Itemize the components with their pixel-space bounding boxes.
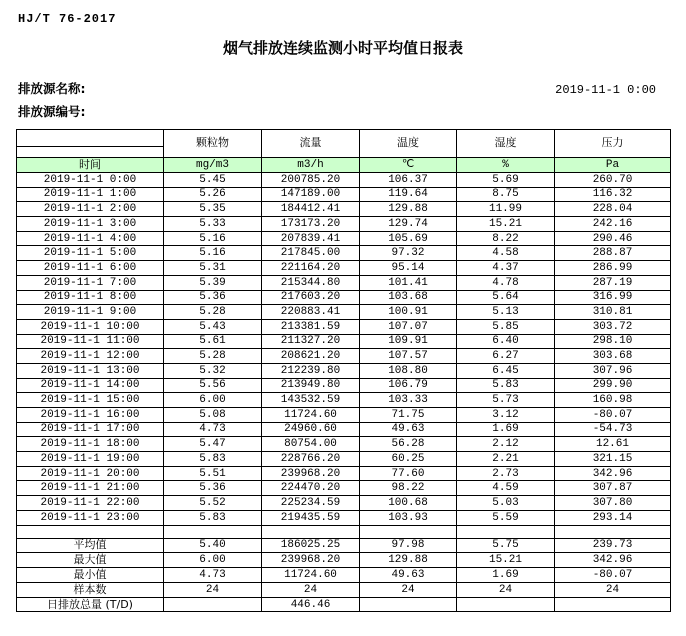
value-cell: 2.21: [457, 452, 555, 467]
value-cell: 101.41: [360, 275, 457, 290]
source-code-label: 排放源编号:: [18, 104, 86, 119]
value-cell: 103.33: [360, 393, 457, 408]
time-cell: 2019-11-1 13:00: [17, 363, 164, 378]
summary-value-cell: [555, 597, 671, 612]
value-cell: 5.43: [164, 319, 262, 334]
value-cell: 8.75: [457, 187, 555, 202]
value-cell: 3.12: [457, 408, 555, 423]
value-cell: 5.83: [164, 452, 262, 467]
value-cell: -54.73: [555, 422, 671, 437]
summary-value-cell: 5.40: [164, 538, 262, 553]
summary-value-cell: 129.88: [360, 553, 457, 568]
table-row: [17, 437, 671, 452]
value-cell: 316.99: [555, 290, 671, 305]
summary-value-cell: 97.98: [360, 538, 457, 553]
time-cell: 2019-11-1 15:00: [17, 393, 164, 408]
unit-cell-0: mg/m3: [164, 158, 262, 173]
value-cell: 5.28: [164, 305, 262, 320]
table-row: [17, 408, 671, 423]
value-cell: 303.68: [555, 349, 671, 364]
value-cell: 103.68: [360, 290, 457, 305]
unit-cell-1: m3/h: [262, 158, 360, 173]
summary-value-cell: 239.73: [555, 538, 671, 553]
table-row: [17, 481, 671, 496]
value-cell: 242.16: [555, 217, 671, 232]
summary-row: [17, 553, 671, 568]
summary-value-cell: 1.69: [457, 568, 555, 583]
units-row: [17, 158, 671, 173]
spacer-cell: [360, 525, 457, 538]
value-cell: -80.07: [555, 408, 671, 423]
value-cell: 129.74: [360, 217, 457, 232]
value-cell: 224470.20: [262, 481, 360, 496]
value-cell: 5.69: [457, 173, 555, 188]
summary-value-cell: 49.63: [360, 568, 457, 583]
value-cell: 5.13: [457, 305, 555, 320]
value-cell: 208621.20: [262, 349, 360, 364]
column-name-0: 颗粒物: [164, 130, 262, 158]
value-cell: 2.12: [457, 437, 555, 452]
time-cell: 2019-11-1 7:00: [17, 275, 164, 290]
value-cell: 220883.41: [262, 305, 360, 320]
time-cell: 2019-11-1 5:00: [17, 246, 164, 261]
time-cell: 2019-11-1 9:00: [17, 305, 164, 320]
unit-cell-4: Pa: [555, 158, 671, 173]
summary-row: [17, 582, 671, 597]
source-name-label: 排放源名称:: [18, 81, 86, 96]
value-cell: 108.80: [360, 363, 457, 378]
summary-value-cell: 15.21: [457, 553, 555, 568]
value-cell: 160.98: [555, 393, 671, 408]
time-cell: 2019-11-1 20:00: [17, 466, 164, 481]
table-row: [17, 510, 671, 525]
table-row: [17, 319, 671, 334]
value-cell: 307.96: [555, 363, 671, 378]
value-cell: 213381.59: [262, 319, 360, 334]
value-cell: 239968.20: [262, 466, 360, 481]
value-cell: 5.45: [164, 173, 262, 188]
summary-value-cell: 24: [555, 582, 671, 597]
value-cell: 219435.59: [262, 510, 360, 525]
time-cell: 2019-11-1 21:00: [17, 481, 164, 496]
summary-value-cell: 239968.20: [262, 553, 360, 568]
time-cell: 2019-11-1 4:00: [17, 231, 164, 246]
value-cell: 6.45: [457, 363, 555, 378]
time-cell: 2019-11-1 23:00: [17, 510, 164, 525]
value-cell: 4.58: [457, 246, 555, 261]
value-cell: 107.57: [360, 349, 457, 364]
time-cell: 2019-11-1 12:00: [17, 349, 164, 364]
summary-value-cell: 446.46: [262, 597, 360, 612]
value-cell: 225234.59: [262, 496, 360, 511]
value-cell: 97.32: [360, 246, 457, 261]
table-row: [17, 187, 671, 202]
column-name-3: 湿度: [457, 130, 555, 158]
value-cell: 77.60: [360, 466, 457, 481]
value-cell: 215344.80: [262, 275, 360, 290]
value-cell: 105.69: [360, 231, 457, 246]
value-cell: 24960.60: [262, 422, 360, 437]
value-cell: 49.63: [360, 422, 457, 437]
table-row: [17, 217, 671, 232]
time-cell: 2019-11-1 14:00: [17, 378, 164, 393]
table-row: [17, 422, 671, 437]
value-cell: 342.96: [555, 466, 671, 481]
value-cell: 298.10: [555, 334, 671, 349]
value-cell: 116.32: [555, 187, 671, 202]
spacer-cell: [457, 525, 555, 538]
summary-value-cell: 11724.60: [262, 568, 360, 583]
table-row: [17, 349, 671, 364]
summary-value-cell: 342.96: [555, 553, 671, 568]
summary-value-cell: 4.73: [164, 568, 262, 583]
summary-label: 日排放总量 (T/D): [17, 597, 164, 612]
value-cell: 5.52: [164, 496, 262, 511]
value-cell: 12.61: [555, 437, 671, 452]
value-cell: 4.73: [164, 422, 262, 437]
unit-cell-2: ℃: [360, 158, 457, 173]
value-cell: 5.16: [164, 231, 262, 246]
value-cell: 310.81: [555, 305, 671, 320]
summary-value-cell: [164, 597, 262, 612]
summary-value-cell: 5.75: [457, 538, 555, 553]
time-header: 时间: [17, 158, 164, 173]
value-cell: 5.51: [164, 466, 262, 481]
value-cell: 228766.20: [262, 452, 360, 467]
value-cell: 5.83: [457, 378, 555, 393]
report-datetime: 2019-11-1 0:00: [555, 83, 656, 97]
time-cell: 2019-11-1 11:00: [17, 334, 164, 349]
value-cell: 109.91: [360, 334, 457, 349]
value-cell: 6.40: [457, 334, 555, 349]
time-header-blank-sub: [17, 147, 164, 158]
value-cell: 1.69: [457, 422, 555, 437]
value-cell: 307.87: [555, 481, 671, 496]
value-cell: 60.25: [360, 452, 457, 467]
value-cell: 5.36: [164, 481, 262, 496]
summary-label: 平均值: [17, 538, 164, 553]
summary-value-cell: 186025.25: [262, 538, 360, 553]
time-cell: 2019-11-1 16:00: [17, 408, 164, 423]
table-row: [17, 466, 671, 481]
value-cell: 173173.20: [262, 217, 360, 232]
value-cell: 5.32: [164, 363, 262, 378]
table-row: [17, 173, 671, 188]
value-cell: 286.99: [555, 261, 671, 276]
time-cell: 2019-11-1 19:00: [17, 452, 164, 467]
value-cell: 5.61: [164, 334, 262, 349]
value-cell: 5.59: [457, 510, 555, 525]
table-row: [17, 246, 671, 261]
value-cell: 5.28: [164, 349, 262, 364]
summary-label: 样本数: [17, 582, 164, 597]
unit-cell-3: %: [457, 158, 555, 173]
table-row: [17, 305, 671, 320]
time-cell: 2019-11-1 22:00: [17, 496, 164, 511]
value-cell: 200785.20: [262, 173, 360, 188]
value-cell: 287.19: [555, 275, 671, 290]
source-code-line: [18, 102, 686, 120]
summary-row: [17, 538, 671, 553]
summary-row: [17, 568, 671, 583]
value-cell: 15.21: [457, 217, 555, 232]
table-row: [17, 231, 671, 246]
summary-label: 最大值: [17, 553, 164, 568]
value-cell: 307.80: [555, 496, 671, 511]
value-cell: 5.64: [457, 290, 555, 305]
value-cell: 212239.80: [262, 363, 360, 378]
source-name-line: [18, 79, 656, 97]
value-cell: 5.56: [164, 378, 262, 393]
value-cell: 106.79: [360, 378, 457, 393]
time-cell: 2019-11-1 6:00: [17, 261, 164, 276]
spacer-cell: [17, 525, 164, 538]
value-cell: 5.39: [164, 275, 262, 290]
value-cell: 56.28: [360, 437, 457, 452]
column-name-4: 压力: [555, 130, 671, 158]
summary-value-cell: [360, 597, 457, 612]
time-cell: 2019-11-1 0:00: [17, 173, 164, 188]
value-cell: 6.00: [164, 393, 262, 408]
value-cell: 5.31: [164, 261, 262, 276]
value-cell: 106.37: [360, 173, 457, 188]
value-cell: 4.78: [457, 275, 555, 290]
value-cell: 4.37: [457, 261, 555, 276]
table-row: [17, 290, 671, 305]
value-cell: 5.08: [164, 408, 262, 423]
table-row: [17, 261, 671, 276]
time-cell: 2019-11-1 18:00: [17, 437, 164, 452]
summary-value-cell: 24: [262, 582, 360, 597]
value-cell: 288.87: [555, 246, 671, 261]
time-cell: 2019-11-1 10:00: [17, 319, 164, 334]
time-cell: 2019-11-1 2:00: [17, 202, 164, 217]
value-cell: 2.73: [457, 466, 555, 481]
value-cell: 5.73: [457, 393, 555, 408]
summary-value-cell: -80.07: [555, 568, 671, 583]
table-row: [17, 202, 671, 217]
value-cell: 207839.41: [262, 231, 360, 246]
summary-value-cell: 6.00: [164, 553, 262, 568]
report-title: 烟气排放连续监测小时平均值日报表: [222, 39, 463, 57]
time-header-blank-top: [17, 130, 164, 147]
value-cell: 293.14: [555, 510, 671, 525]
value-cell: 5.26: [164, 187, 262, 202]
value-cell: 211327.20: [262, 334, 360, 349]
value-cell: 80754.00: [262, 437, 360, 452]
hourly-average-table: [16, 129, 671, 612]
column-name-2: 温度: [360, 130, 457, 158]
value-cell: 119.64: [360, 187, 457, 202]
spacer-cell: [262, 525, 360, 538]
value-cell: 8.22: [457, 231, 555, 246]
value-cell: 100.91: [360, 305, 457, 320]
standard-code: HJ/T 76-2017: [18, 12, 117, 26]
spacer-cell: [164, 525, 262, 538]
value-cell: 98.22: [360, 481, 457, 496]
table-row: [17, 378, 671, 393]
spacer-row: [17, 525, 671, 538]
time-cell: 2019-11-1 1:00: [17, 187, 164, 202]
value-cell: 5.47: [164, 437, 262, 452]
time-cell: 2019-11-1 3:00: [17, 217, 164, 232]
table-row: [17, 393, 671, 408]
summary-value-cell: 24: [360, 582, 457, 597]
report-page: [0, 12, 686, 612]
time-cell: 2019-11-1 8:00: [17, 290, 164, 305]
value-cell: 5.85: [457, 319, 555, 334]
value-cell: 5.16: [164, 246, 262, 261]
spacer-cell: [555, 525, 671, 538]
value-cell: 95.14: [360, 261, 457, 276]
value-cell: 4.59: [457, 481, 555, 496]
table-row: [17, 275, 671, 290]
value-cell: 290.46: [555, 231, 671, 246]
value-cell: 321.15: [555, 452, 671, 467]
header-row-top: [17, 130, 671, 147]
value-cell: 299.90: [555, 378, 671, 393]
table-row: [17, 496, 671, 511]
value-cell: 5.36: [164, 290, 262, 305]
value-cell: 184412.41: [262, 202, 360, 217]
value-cell: 6.27: [457, 349, 555, 364]
value-cell: 143532.59: [262, 393, 360, 408]
value-cell: 5.33: [164, 217, 262, 232]
summary-value-cell: 24: [164, 582, 262, 597]
table-row: [17, 452, 671, 467]
summary-value-cell: 24: [457, 582, 555, 597]
value-cell: 213949.80: [262, 378, 360, 393]
value-cell: 5.35: [164, 202, 262, 217]
value-cell: 5.03: [457, 496, 555, 511]
value-cell: 5.83: [164, 510, 262, 525]
value-cell: 260.70: [555, 173, 671, 188]
value-cell: 221164.20: [262, 261, 360, 276]
value-cell: 107.07: [360, 319, 457, 334]
summary-label: 最小值: [17, 568, 164, 583]
value-cell: 228.04: [555, 202, 671, 217]
value-cell: 71.75: [360, 408, 457, 423]
value-cell: 217603.20: [262, 290, 360, 305]
value-cell: 100.68: [360, 496, 457, 511]
value-cell: 11.99: [457, 202, 555, 217]
value-cell: 147189.00: [262, 187, 360, 202]
value-cell: 129.88: [360, 202, 457, 217]
summary-row: [17, 597, 671, 612]
value-cell: 11724.60: [262, 408, 360, 423]
column-name-1: 流量: [262, 130, 360, 158]
value-cell: 217845.00: [262, 246, 360, 261]
table-row: [17, 363, 671, 378]
summary-value-cell: [457, 597, 555, 612]
value-cell: 103.93: [360, 510, 457, 525]
table-row: [17, 334, 671, 349]
time-cell: 2019-11-1 17:00: [17, 422, 164, 437]
value-cell: 303.72: [555, 319, 671, 334]
